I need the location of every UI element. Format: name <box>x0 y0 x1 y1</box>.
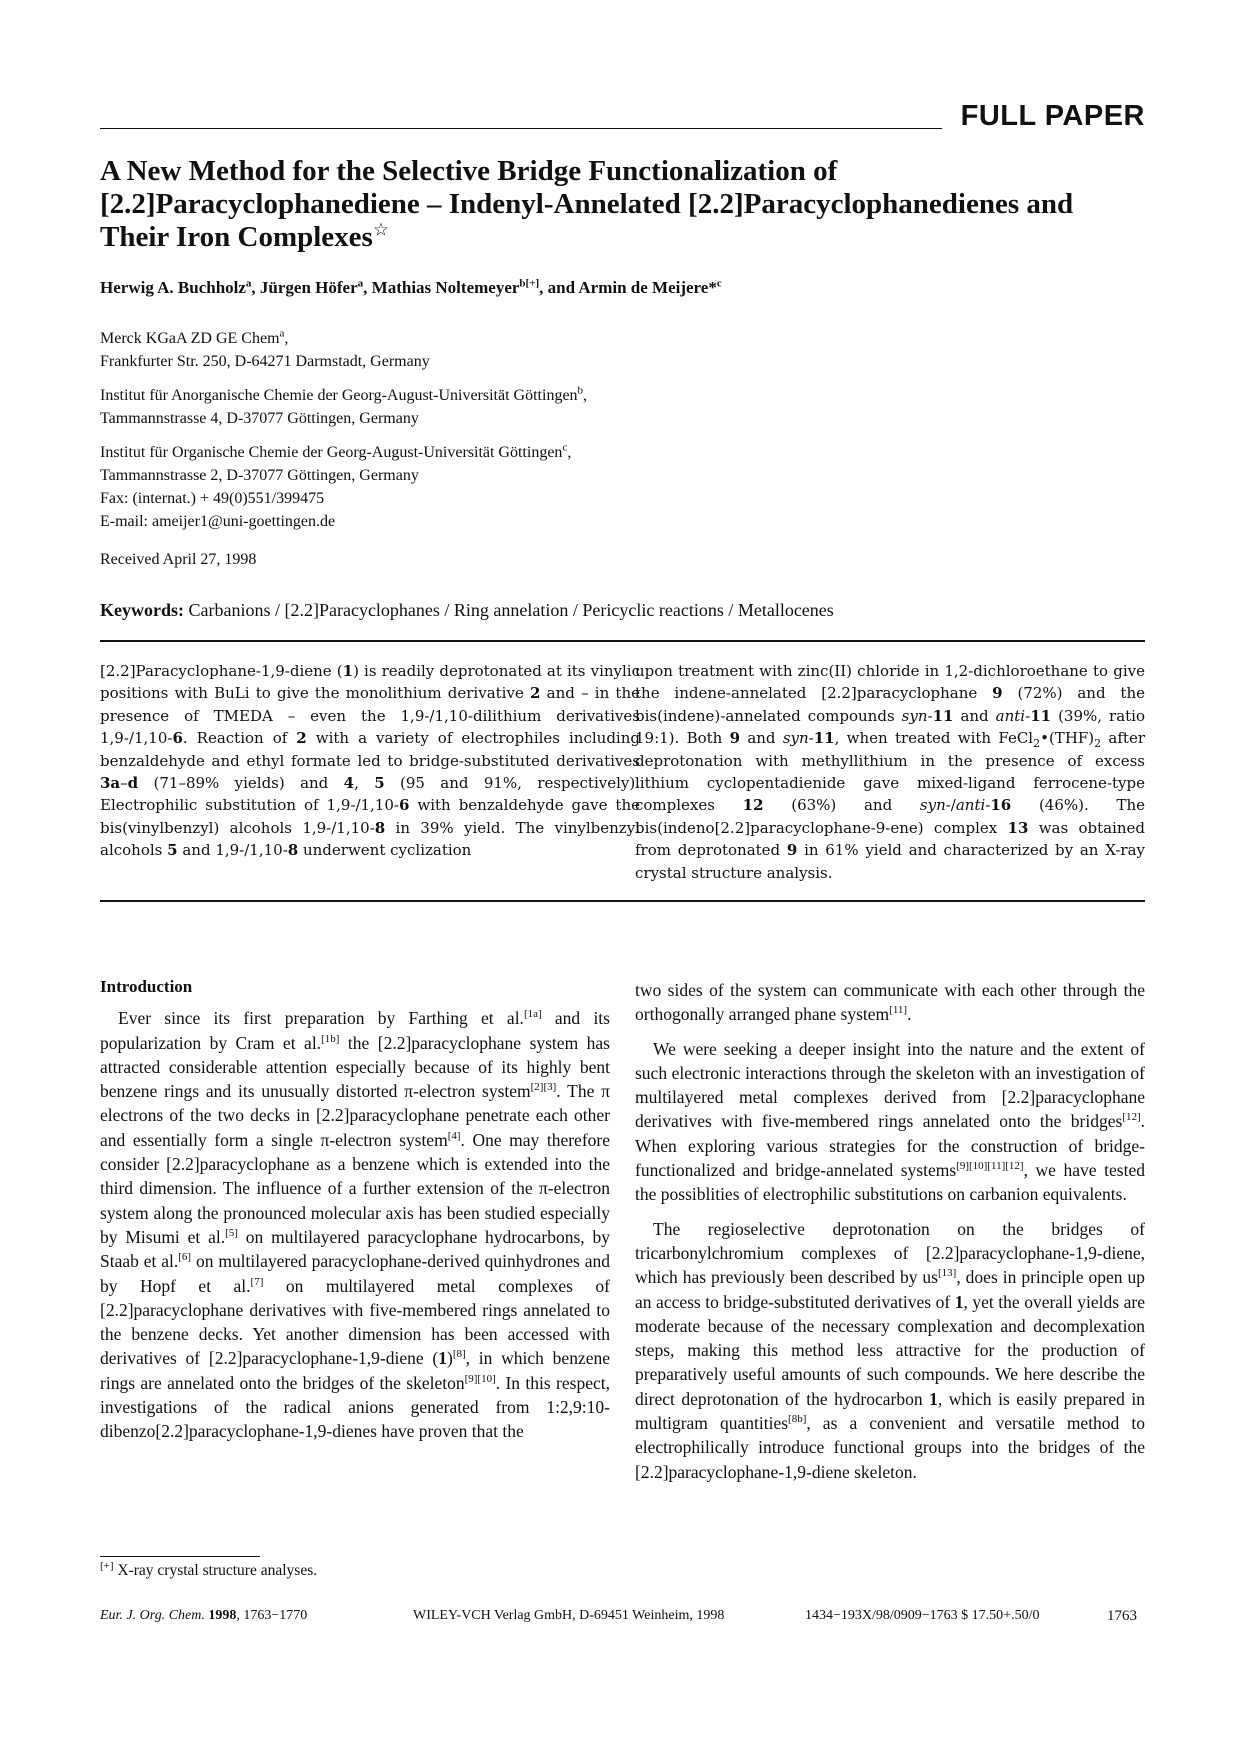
title-line-3 <box>100 221 1140 254</box>
title-line-1: A New Method for the Selective Bridge Functionalization of <box>100 155 838 187</box>
author-name: Herwig A. Buchholz <box>100 278 246 297</box>
section-label: FULL PAPER <box>960 100 1145 132</box>
footnote-rule <box>100 1556 260 1557</box>
paragraph: We were seeking a deeper insight into the nature and the extent of such electronic interactions through the skeleton with an investigation of multilayered metal complexes derived from [2.2]paracyclophane derivatives with five-membered rings annelated onto the bridges[12]. When exploring various strategies for the construction of bridge-functionalized and bridge-annelated systems[9][10][11][12], we have tested the possiblities of electrophilic substitutions on carbanion equivalents. <box>635 1038 1145 1205</box>
page-number: 1763 <box>1107 1608 1137 1624</box>
title-line-2: [2.2]Paracyclophanediene – Indenyl-Annelated [2.2]Paracyclophanedienes and <box>100 188 1074 220</box>
affiliation-mark: c <box>562 441 568 454</box>
affiliation-fax: Fax: (internat.) + 49(0)551/399475 <box>100 490 325 507</box>
author-separator: , and <box>539 278 579 297</box>
author-separator: , <box>251 278 260 297</box>
affiliation-line: Institut für Anorganische Chemie der Georg-August-Universität Göttingen <box>100 387 578 404</box>
title-star-icon: ☆ <box>372 219 389 240</box>
header-rule <box>100 128 942 129</box>
body-right-column <box>635 978 1145 1484</box>
affiliation-line: Tammannstrasse 4, D-37077 Göttingen, Germany <box>100 410 419 427</box>
author-separator: , <box>363 278 372 297</box>
affiliation-b: Institut für Anorganische Chemie der Georg-August-Universität Göttingen$^b$, Tammannstrasse 4, D-37077 Göttingen, Germany <box>100 384 800 430</box>
author-list <box>100 278 722 298</box>
footer-journal: Eur. J. Org. Chem. <box>100 1608 205 1623</box>
affiliation-mark: b <box>577 384 584 397</box>
abstract-text: upon treatment with zinc(II) chloride in 1,2-dichloroethane to give the indene-annelated [2.2]paracyclophane 9 (72%) and the bis(indene)-annelated compounds syn-11 and anti-11 (39%, ratio 19:1). Both 9 and syn-11, when treated with $FeCl_2•(THF)_2$ after deprotonation with methyllithium in the presence of excess lithium cyclopentadienide gave mixed-ligand ferrocene-type complexes 12 (63%) and syn-/anti-16 (46%). The bis(indeno[2.2]paracyclophane-9-ene) complex 13 was obtained from deprotonated 9 in 61% yield and characterized by an X-ray crystal structure analysis. <box>635 662 1146 882</box>
footnote-text: X-ray crystal structure analyses. <box>117 1562 318 1579</box>
footer-year: 1998 <box>208 1608 237 1623</box>
author-name: Armin de Meijere* <box>578 278 717 297</box>
article-title <box>100 155 1140 254</box>
author-mark: a <box>357 277 364 290</box>
affiliation-c: Institut für Organische Chemie der Georg-August-Universität Göttingen$^c$, Tammannstrasse 2, D-37077 Göttingen, Germany Fax: (internat.) + 49(0)551/399475 E-mail: ameijer1@uni-goettingen.de <box>100 441 800 533</box>
keywords <box>100 600 834 621</box>
keywords-label: Keywords: <box>100 600 184 620</box>
affiliation-line: Tammannstrasse 2, D-37077 Göttingen, Germany <box>100 467 419 484</box>
author-mark: c <box>716 277 722 290</box>
footnote-mark: [+] <box>100 1559 114 1572</box>
affiliation-line: Merck KGaA ZD GE Chem <box>100 330 280 347</box>
keywords-text: Carbanions / [2.2]Paracyclophanes / Ring annelation / Pericyclic reactions / Metallocenes <box>188 600 834 620</box>
abstract-bottom-rule <box>100 900 1145 902</box>
body-left-column <box>100 975 610 1444</box>
author-mark: a <box>245 277 252 290</box>
abstract-left-column <box>100 660 640 862</box>
footer-issn: 1434−193X/98/0909−1763 $ 17.50+.50/0 <box>805 1608 1040 1623</box>
paragraph: Ever since its first preparation by Farthing et al.[1a] and its popularization by Cram et al.[1b] the [2.2]paracyclophane system has attracted considerable attention especially because of its highly bent benzene rings and its unusually distorted π-electron system[2][3]. The π electrons of the two decks in [2.2]paracyclophane penetrate each other and essentially form a single π-electron system[4]. One may therefore consider [2.2]paracyclophane as a benzene which is extended into the third dimension. The influence of a further extension of the π-electron system along the pronounced molecular axis has been studied especially by Misumi et al.[5] on multilayered paracyclophane hydrocarbons, by Staab et al.[6] on multilayered paracyclophane-derived quinhydrones and by Hopf et al.[7] on multilayered metal complexes of [2.2]paracyclophane derivatives with five-membered rings annelated to the benzene decks. Yet another dimension has been accessed with derivatives of [2.2]paracyclophane-1,9-diene (1)[8], in which benzene rings are annelated onto the bridges of the skeleton[9][10]. In this respect, investigations of the radical anions generated from 1:2,9:10-dibenzo[2.2]paracyclophane-1,9-dienes have proven that the <box>100 1008 611 1442</box>
footer-citation <box>100 1608 307 1624</box>
author-name: Mathias Noltemeyer <box>371 278 520 297</box>
footnote <box>100 1559 318 1580</box>
affiliation-line: Institut für Organische Chemie der Georg-August-Universität Göttingen <box>100 444 563 461</box>
received-date: Received April 27, 1998 <box>100 551 257 568</box>
affiliation-line: Frankfurter Str. 250, D-64271 Darmstadt, Germany <box>100 353 430 370</box>
section-heading: Introduction <box>100 977 193 996</box>
abstract-text: [2.2]Paracyclophane-1,9-diene (1) is readily deprotonated at its vinylic positions with BuLi to give the monolithium derivative 2 and – in the presence of TMEDA – even the 1,9-/1,10-dilithium derivatives 1,9-/1,10-6. Reaction of 2 with a variety of electrophiles including benzaldehyde and ethyl formate led to bridge-substituted derivatives 3a–d (71–89% yields) and 4, 5 (95 and 91%, respectively). Electrophilic substitution of 1,9-/1,10-6 with benzaldehyde gave the bis(vinylbenzyl) alcohols 1,9-/1,10-8 in 39% yield. The vinylbenzyl alcohols 5 and 1,9-/1,10-8 underwent cyclization <box>100 662 640 860</box>
author-name: Jürgen Höfer <box>259 278 358 297</box>
author-mark: b[+] <box>519 277 540 290</box>
affiliation-a: Merck KGaA ZD GE Chem$^a$, Frankfurter Str. 250, D-64271 Darmstadt, Germany <box>100 327 800 373</box>
footer-publisher: WILEY-VCH Verlag GmbH, D-69451 Weinheim, 1998 <box>413 1608 725 1623</box>
footer-pages: , 1763−1770 <box>236 1608 308 1623</box>
paragraph: two sides of the system can communicate with each other through the orthogonally arranged phane system[11]. <box>635 980 1145 1025</box>
abstract-top-rule <box>100 640 1145 642</box>
title-line-3-text: Their Iron Complexes <box>100 221 373 253</box>
affiliation-mark: a <box>279 327 285 340</box>
paragraph: The regioselective deprotonation on the bridges of tricarbonylchromium complexes of [2.2]paracyclophane-1,9-diene, which has previously been described by us[13], does in principle open up an access to bridge-substituted derivatives of 1, yet the overall yields are moderate because of the necessary complexation and decomplexation steps, making this method less attractive for the production of preparatively useful amounts of such compounds. We here describe the direct deprotonation of the hydrocarbon 1, which is easily prepared in multigram quantities[8b], as a convenient and versatile method to electrophilically introduce functional groups into the bridges of the [2.2]paracyclophane-1,9-diene skeleton. <box>635 1218 1146 1482</box>
affiliation-email[interactable]: E-mail: ameijer1@uni-goettingen.de <box>100 513 336 530</box>
abstract-right-column <box>635 660 1145 884</box>
